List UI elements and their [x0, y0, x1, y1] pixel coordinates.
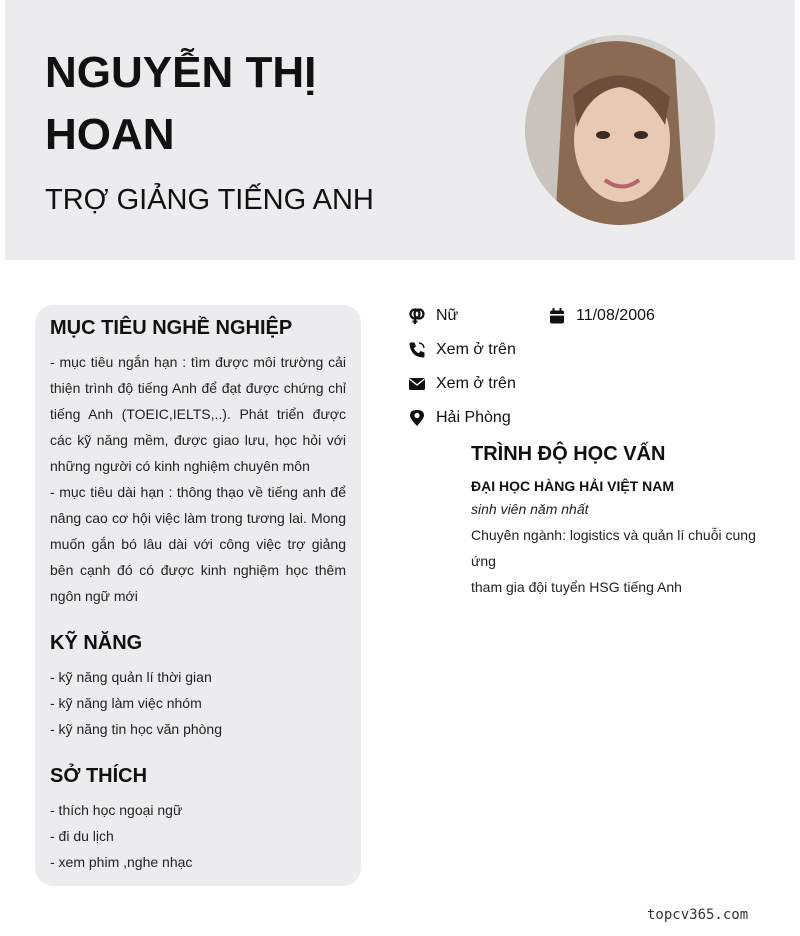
gender-row: [408, 303, 458, 329]
objective-long-term: - mục tiêu dài hạn : thông thạo về tiếng anh để nâng cao cơ hội việc làm trong tương lai. Mong muốn gắn bó lâu dài với công việc trợ giảng bên cạnh đó có được kinh nghiệm học thêm ngôn ngữ mới: [50, 484, 346, 604]
gender-value: Nữ: [436, 307, 459, 324]
list-item: - kỹ năng tin học văn phòng: [50, 721, 223, 737]
list-item: - đi du lịch: [50, 828, 114, 844]
education-title: TRÌNH ĐỘ HỌC VẤN: [471, 443, 666, 465]
list-item: - thích học ngoại ngữ: [50, 802, 183, 818]
education-line: tham gia đội tuyển HSG tiếng Anh: [471, 579, 682, 595]
list-item: - kỹ năng làm việc nhóm: [50, 695, 202, 711]
email-value: Xem ở trên: [436, 375, 516, 392]
list-item: - xem phim ,nghe nhạc: [50, 854, 193, 870]
avatar: [525, 35, 715, 225]
school-name: ĐẠI HỌC HÀNG HẢI VIỆT NAM: [471, 478, 674, 494]
watermark: topcv365.com: [647, 907, 749, 923]
birthday-value: 11/08/2006: [576, 307, 655, 324]
cv-header: [5, 0, 795, 260]
phone-row: [408, 337, 516, 363]
phone-icon: [408, 341, 426, 359]
left-column: [35, 305, 361, 886]
address-value: Hải Phòng: [436, 409, 511, 426]
map-pin-icon: [408, 409, 426, 427]
candidate-name: NGUYỄN THỊ HOAN: [45, 48, 317, 159]
calendar-icon: [548, 307, 566, 325]
objective-title: MỤC TIÊU NGHỀ NGHIỆP: [50, 317, 293, 339]
birthday-row: [548, 303, 655, 329]
gender-icon: [408, 307, 426, 325]
address-row: [408, 405, 511, 431]
job-title: TRỢ GIẢNG TIẾNG ANH: [45, 184, 374, 216]
hobbies-title: SỞ THÍCH: [50, 765, 148, 787]
education-description: [471, 522, 771, 600]
envelope-icon: [408, 375, 426, 393]
education-time: sinh viên năm nhất: [471, 501, 589, 517]
objective-short-term: - mục tiêu ngắn hạn : tìm được môi trường cải thiện trình độ tiếng Anh để đạt được chứng chỉ tiếng Anh (TOEIC,IELTS,..). Phát triển được các kỹ năng mềm, được giao lưu, học hỏi với những người có kinh nghiệm chuyên môn: [50, 354, 346, 474]
skills-title: KỸ NĂNG: [50, 632, 143, 654]
phone-value: Xem ở trên: [436, 341, 516, 358]
education-line: Chuyên ngành: logistics và quản lí chuỗi cung ứng: [471, 527, 756, 569]
hobbies-list: [50, 797, 192, 875]
email-row: [408, 371, 516, 397]
list-item: - kỹ năng quản lí thời gian: [50, 669, 212, 685]
skills-list: [50, 664, 222, 742]
